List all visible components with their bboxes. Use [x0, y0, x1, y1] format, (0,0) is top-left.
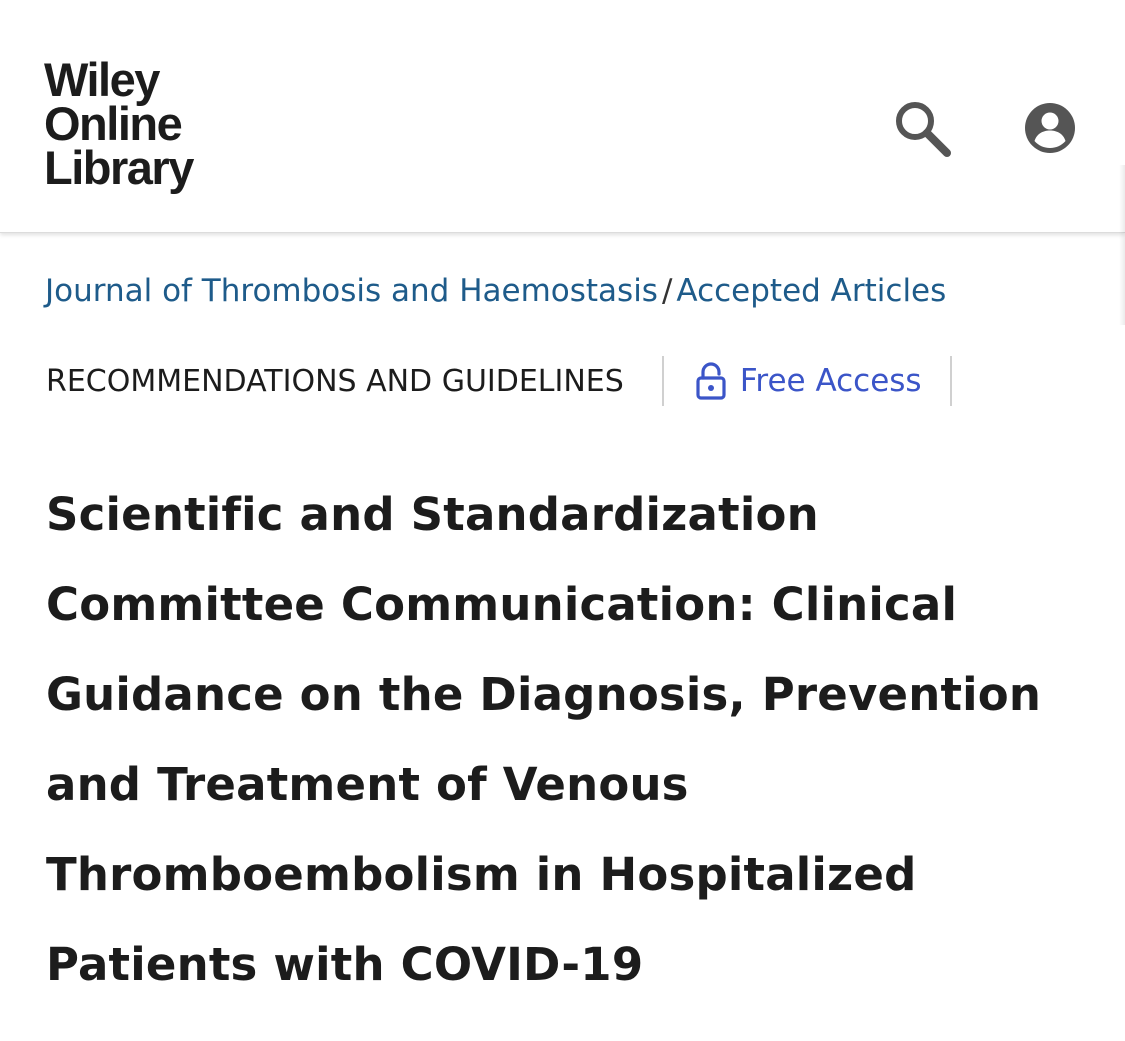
- free-access-badge: [664, 362, 950, 400]
- logo-line-1: Wiley: [44, 53, 159, 106]
- search-button[interactable]: [890, 96, 954, 160]
- article-title: Scientific and Standardization Committee Communication: Clinical Guidance on the Diagnosis, Prevention and Treatment of Venous Thromboembolism in Hospitalized Patients with COVID-19: [46, 488, 1042, 991]
- wiley-online-library-logo[interactable]: [44, 53, 193, 194]
- meta-divider-end: [950, 356, 952, 406]
- breadcrumb-journal-link[interactable]: Journal of Thrombosis and Haemostasis: [45, 273, 658, 309]
- account-icon: [1024, 102, 1076, 154]
- logo-line-3: Library: [44, 141, 193, 194]
- search-icon: [891, 97, 953, 159]
- breadcrumb: [45, 270, 946, 312]
- breadcrumb-accepted-articles-link[interactable]: Accepted Articles: [676, 273, 947, 309]
- site-header: [0, 0, 1125, 233]
- article-type-label: RECOMMENDATIONS AND GUIDELINES: [46, 363, 624, 399]
- unlocked-lock-icon: [696, 362, 726, 400]
- account-button[interactable]: [1018, 96, 1082, 160]
- breadcrumb-separator: /: [661, 273, 673, 309]
- logo-line-2: Online: [44, 97, 182, 150]
- article-meta-row: [46, 355, 952, 407]
- scroll-edge-shadow: [1119, 165, 1125, 325]
- free-access-label: Free Access: [739, 363, 922, 399]
